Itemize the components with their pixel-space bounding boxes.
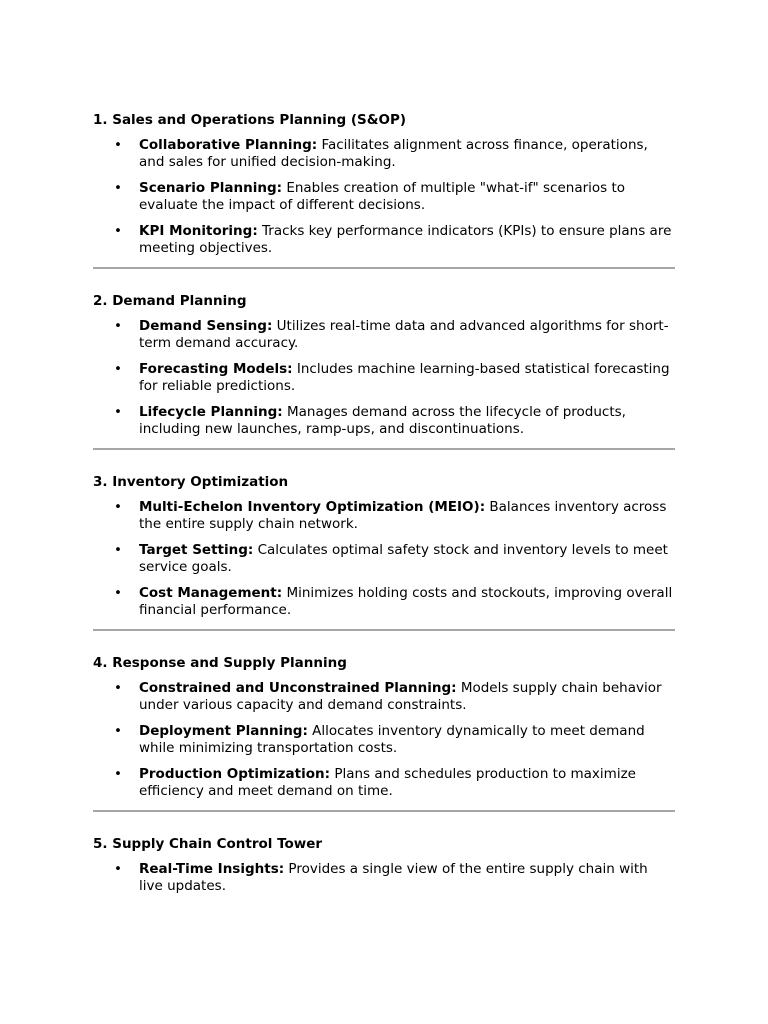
item-description: Tracks key performance indicators (KPIs) to ensure plans are meeting objectives. xyxy=(139,223,672,256)
list-item xyxy=(93,542,675,576)
section-divider xyxy=(93,629,675,631)
item-term: KPI Monitoring: xyxy=(139,223,258,239)
list-item xyxy=(93,361,675,395)
bullet-list xyxy=(93,861,675,895)
bullet-icon: • xyxy=(114,861,122,877)
item-description: Facilitates alignment across finance, operations, and sales for unified decision-making. xyxy=(139,137,648,170)
list-item xyxy=(93,137,675,171)
section-divider xyxy=(93,267,675,269)
section-divider xyxy=(93,810,675,812)
bullet-icon: • xyxy=(114,223,122,239)
bullet-icon: • xyxy=(114,766,122,782)
bullet-icon: • xyxy=(114,723,122,739)
item-description: Calculates optimal safety stock and inventory levels to meet service goals. xyxy=(139,542,668,575)
section-sales-operations-planning xyxy=(93,112,675,257)
bullet-list xyxy=(93,499,675,619)
item-term: Collaborative Planning: xyxy=(139,137,318,153)
section-title: 4. Response and Supply Planning xyxy=(93,655,347,671)
item-term: Target Setting: xyxy=(139,542,254,558)
item-term: Multi-Echelon Inventory Optimization (MEIO): xyxy=(139,499,486,515)
item-term: Production Optimization: xyxy=(139,766,331,782)
bullet-icon: • xyxy=(114,137,122,153)
item-description: Plans and schedules production to maximize efficiency and meet demand on time. xyxy=(139,766,636,799)
bullet-list xyxy=(93,680,675,800)
item-term: Constrained and Unconstrained Planning: xyxy=(139,680,457,696)
bullet-icon: • xyxy=(114,318,122,334)
item-description: Enables creation of multiple "what-if" scenarios to evaluate the impact of different decisions. xyxy=(139,180,626,213)
section-response-supply-planning xyxy=(93,655,675,800)
bullet-icon: • xyxy=(114,180,122,196)
item-term: Cost Management: xyxy=(139,585,283,601)
list-item xyxy=(93,680,675,714)
list-item xyxy=(93,861,675,895)
item-term: Real-Time Insights: xyxy=(139,861,285,877)
list-item xyxy=(93,318,675,352)
list-item xyxy=(93,404,675,438)
item-term: Lifecycle Planning: xyxy=(139,404,283,420)
bullet-icon: • xyxy=(114,361,122,377)
bullet-icon: • xyxy=(114,585,122,601)
item-description: Minimizes holding costs and stockouts, improving overall financial performance. xyxy=(139,585,673,618)
bullet-icon: • xyxy=(114,404,122,420)
section-demand-planning xyxy=(93,293,675,438)
item-description: Manages demand across the lifecycle of products, including new launches, ramp-ups, and discontinuations. xyxy=(139,404,626,437)
item-description: Includes machine learning-based statistical forecasting for reliable predictions. xyxy=(139,361,670,394)
list-item xyxy=(93,223,675,257)
bullet-icon: • xyxy=(114,499,122,515)
document-content xyxy=(93,112,675,895)
item-description: Provides a single view of the entire supply chain with live updates. xyxy=(139,861,648,894)
item-description: Balances inventory across the entire supply chain network. xyxy=(139,499,667,532)
section-inventory-optimization xyxy=(93,474,675,619)
section-title: 5. Supply Chain Control Tower xyxy=(93,836,323,852)
section-title: 1. Sales and Operations Planning (S&OP) xyxy=(93,112,407,128)
list-item xyxy=(93,585,675,619)
item-description: Models supply chain behavior under various capacity and demand constraints. xyxy=(139,680,662,713)
section-divider xyxy=(93,448,675,450)
section-title: 3. Inventory Optimization xyxy=(93,474,289,490)
list-item xyxy=(93,723,675,757)
item-term: Deployment Planning: xyxy=(139,723,308,739)
section-control-tower xyxy=(93,836,675,895)
list-item xyxy=(93,499,675,533)
list-item xyxy=(93,766,675,800)
list-item xyxy=(93,180,675,214)
section-title: 2. Demand Planning xyxy=(93,293,247,309)
item-term: Demand Sensing: xyxy=(139,318,273,334)
bullet-icon: • xyxy=(114,680,122,696)
bullet-icon: • xyxy=(114,542,122,558)
item-description: Allocates inventory dynamically to meet demand while minimizing transportation costs. xyxy=(139,723,645,756)
item-term: Scenario Planning: xyxy=(139,180,283,196)
item-description: Utilizes real-time data and advanced algorithms for short-term demand accuracy. xyxy=(139,318,669,351)
bullet-list xyxy=(93,318,675,438)
item-term: Forecasting Models: xyxy=(139,361,293,377)
bullet-list xyxy=(93,137,675,257)
